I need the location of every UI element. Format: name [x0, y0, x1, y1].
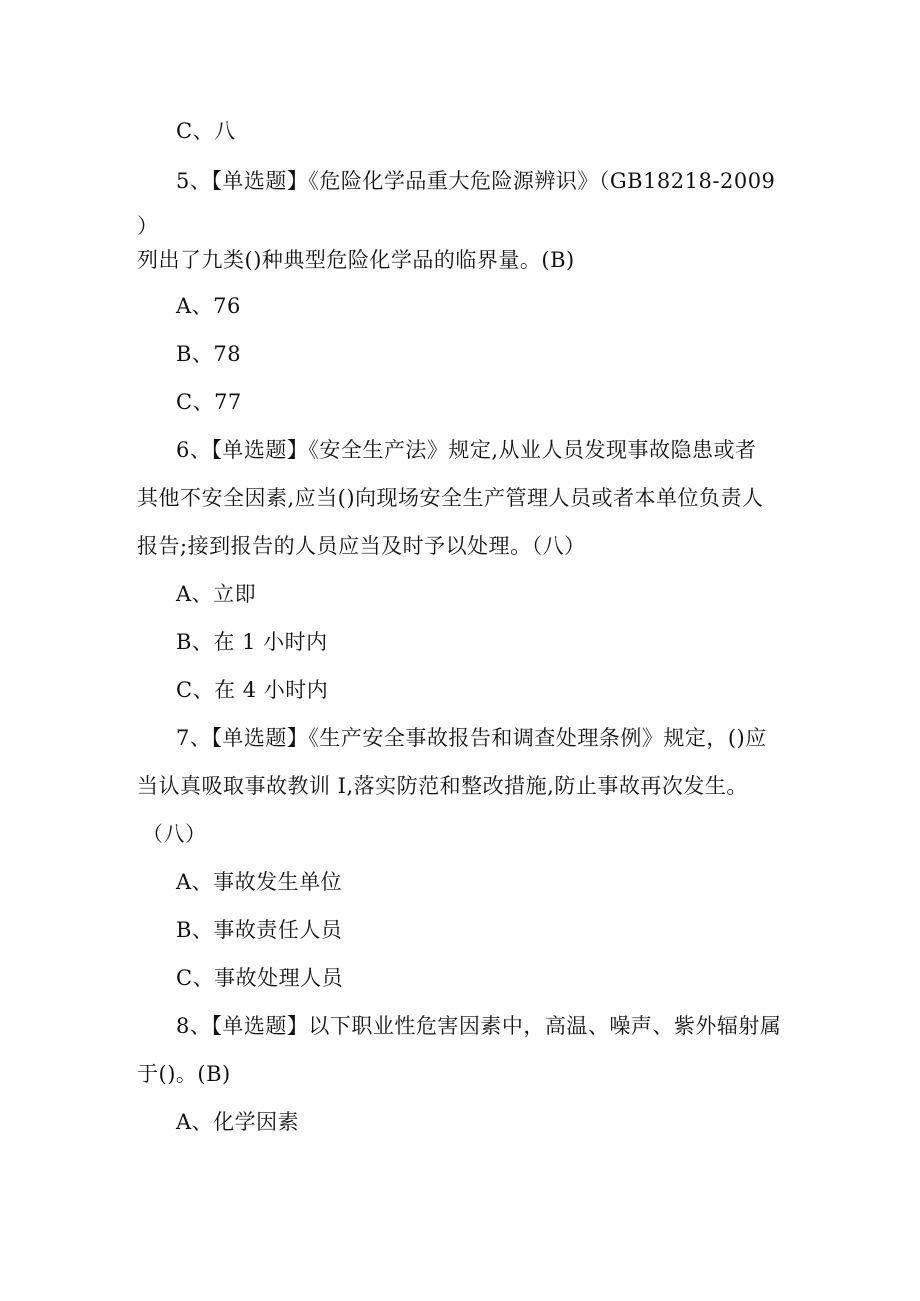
- question-7-line-1: 7、【单选题】《生产安全事故报告和调查处理条例》规定，()应: [176, 726, 767, 750]
- option-a-q8: A、化学因素: [176, 1110, 300, 1134]
- question-7-line-3: （八）: [142, 822, 207, 846]
- option-a-q7: A、事故发生单位: [176, 870, 343, 894]
- question-5-line-3: 列出了九类()种典型危险化学品的临界量。(B): [137, 248, 575, 272]
- question-6-line-1: 6、【单选题】《安全生产法》规定,从业人员发现事故隐患或者: [176, 438, 757, 462]
- option-b-q6: B、在 1 小时内: [176, 630, 328, 654]
- question-6-line-3: 报告;接到报告的人员应当及时予以处理。（八）: [137, 534, 586, 558]
- option-c-q4: C、八: [176, 119, 236, 143]
- option-a-q5: A、76: [176, 294, 241, 318]
- option-b-q7: B、事故责任人员: [176, 918, 343, 942]
- option-c-q5: C、77: [176, 390, 242, 414]
- option-a-q6: A、立即: [176, 582, 257, 606]
- question-8-line-2: 于()。(B): [137, 1062, 231, 1086]
- question-7-line-2: 当认真吸取事故教训 I,落实防范和整改措施,防止事故再次发生。: [137, 774, 748, 798]
- option-c-q7: C、事故处理人员: [176, 966, 344, 990]
- question-5-line-1: 5、【单选题】《危险化学品重大危险源辨识》（GB18218-2009: [176, 169, 776, 193]
- question-6-line-2: 其他不安全因素,应当()向现场安全生产管理人员或者本单位负责人: [137, 486, 764, 510]
- option-c-q6: C、在 4 小时内: [176, 678, 329, 702]
- question-5-line-2: ）: [137, 214, 159, 238]
- option-b-q5: B、78: [176, 342, 242, 366]
- question-8-line-1: 8、【单选题】以下职业性危害因素中，高温、噪声、紫外辐射属: [176, 1014, 782, 1038]
